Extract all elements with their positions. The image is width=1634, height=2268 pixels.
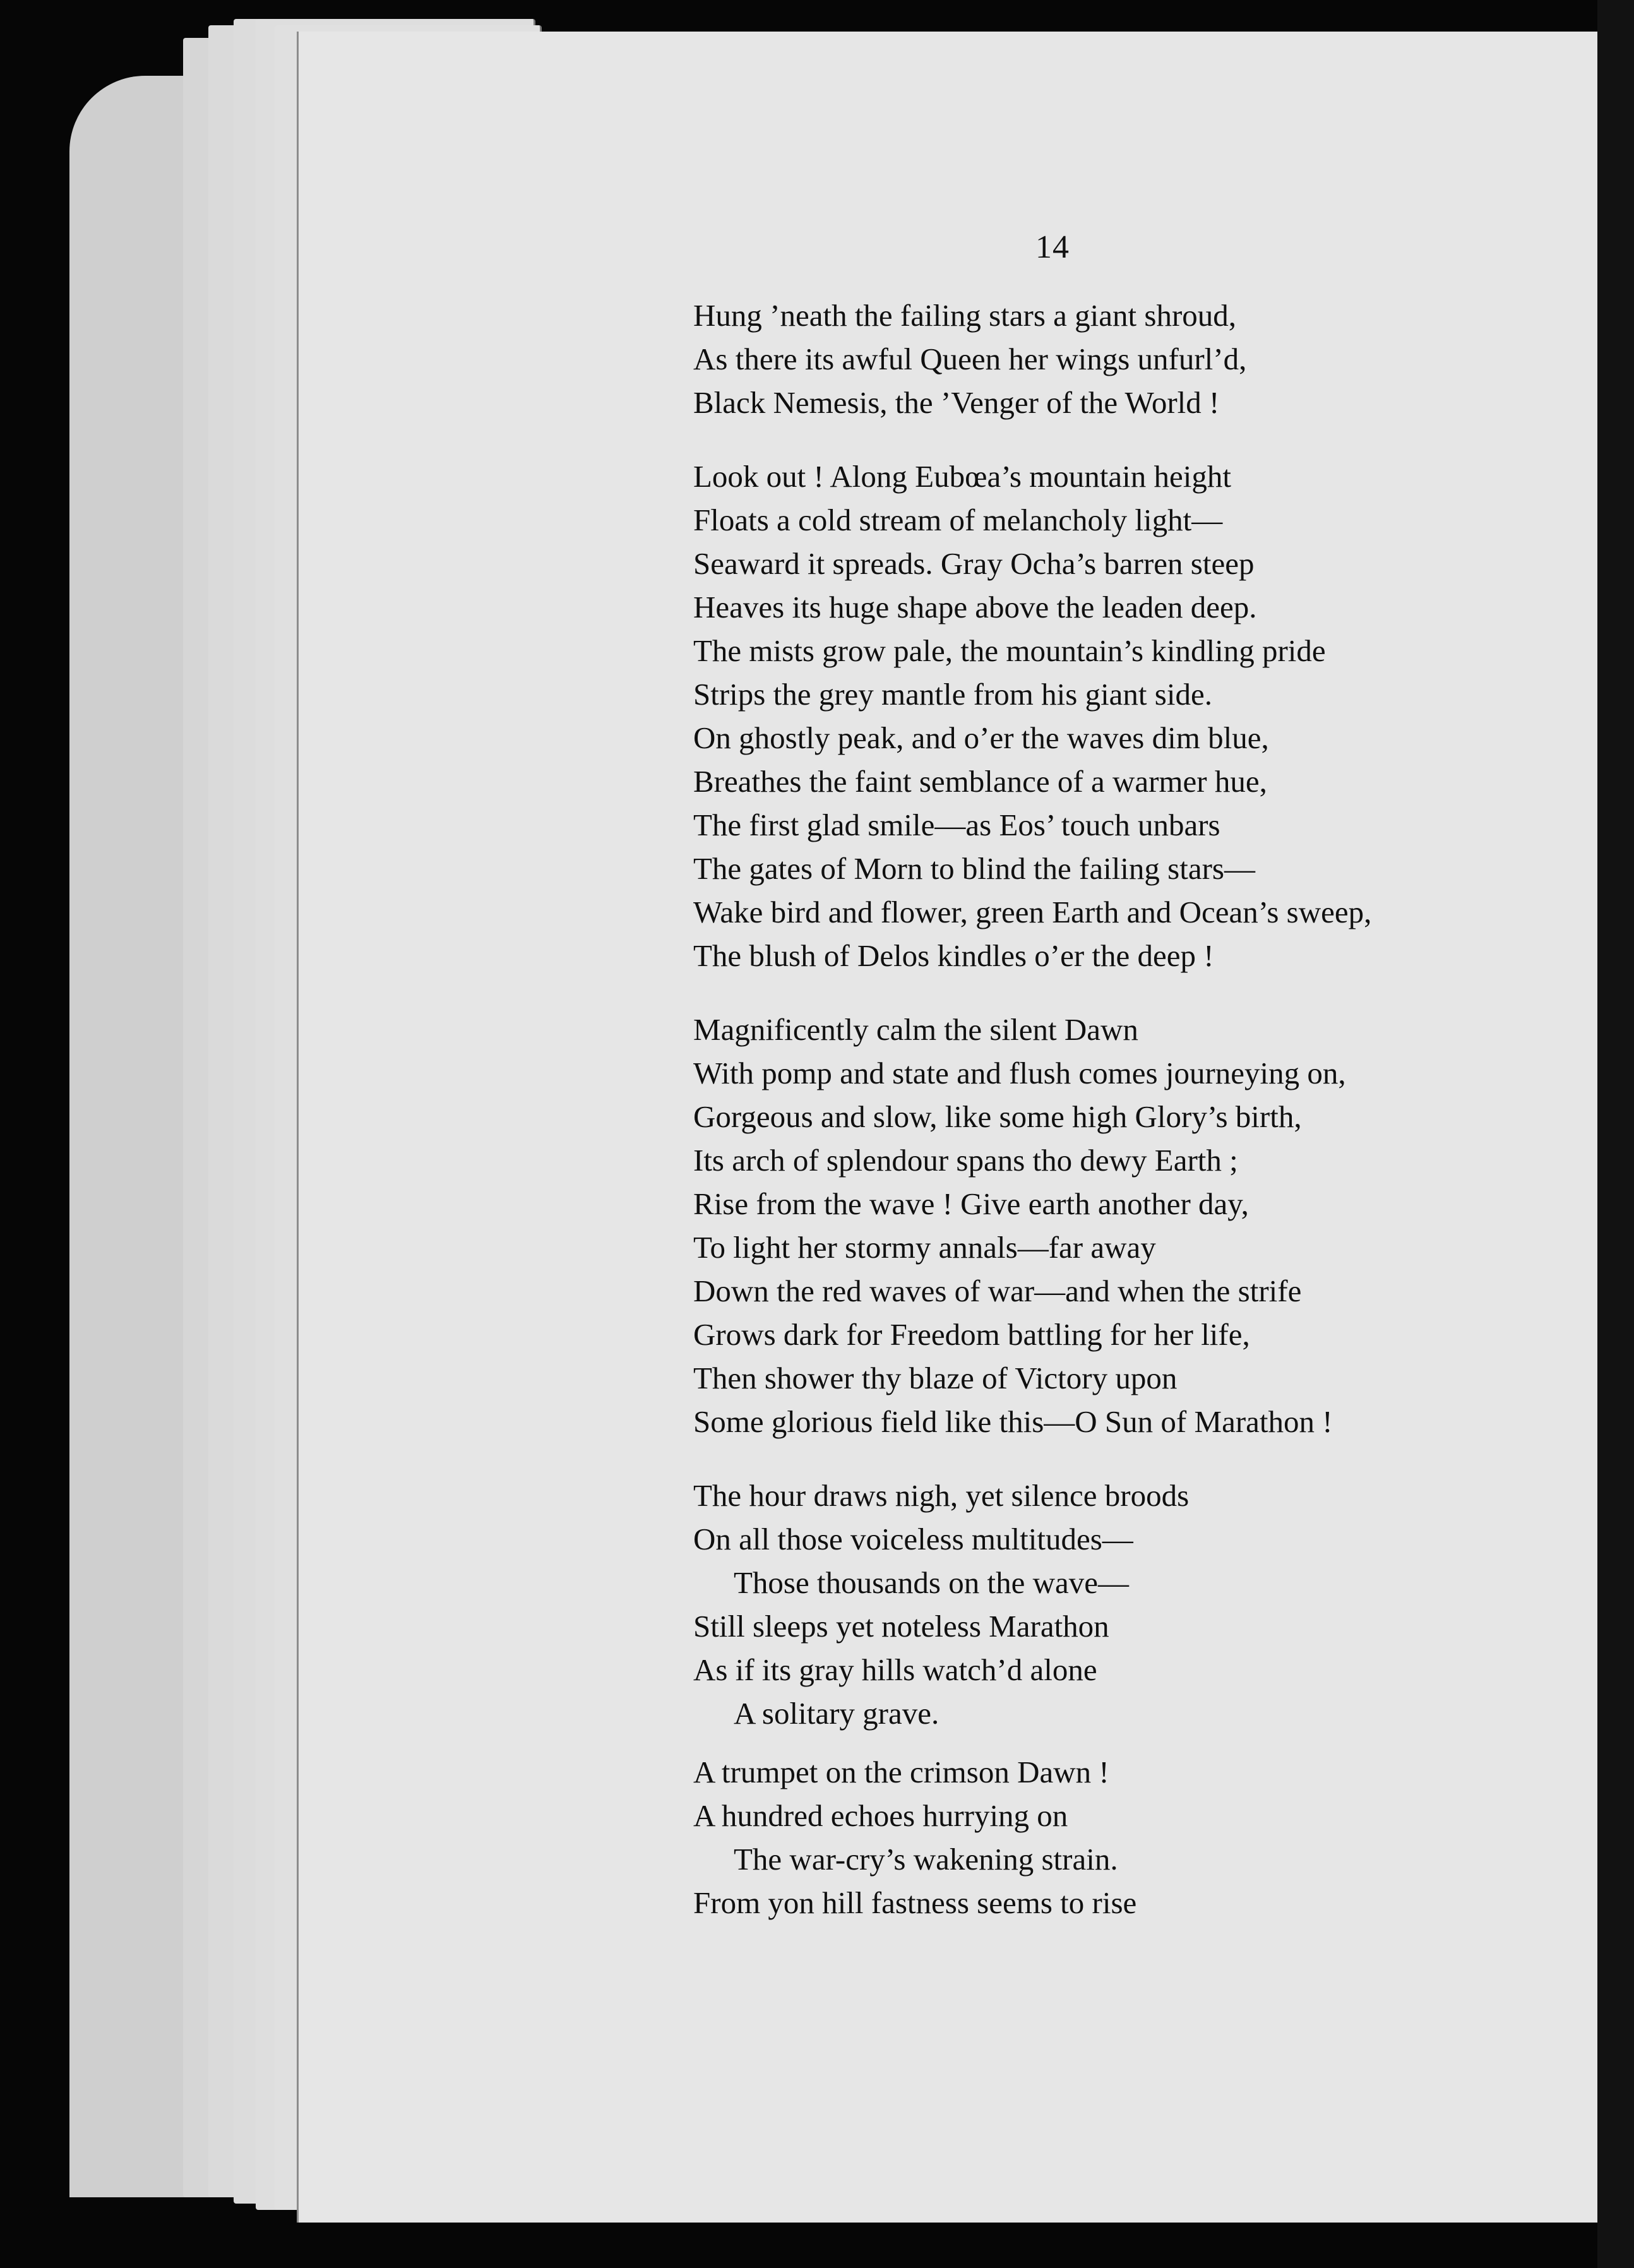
poem-line: Black Nemesis, the ’Venger of the World ! [693,385,1220,420]
poem-line: Seaward it spreads. Gray Ocha’s barren steep [693,546,1255,581]
poem-line: Those thousands on the wave— [734,1565,1129,1600]
page-number: 14 [1035,229,1070,265]
poem-line: As if its gray hills watch’d alone [693,1652,1097,1687]
poem-line: Grows dark for Freedom battling for her life, [693,1317,1250,1352]
poem-line: The hour draws nigh, yet silence broods [693,1478,1190,1513]
poem-line: To light her stormy annals—far away [693,1230,1156,1265]
poem-line: Still sleeps yet noteless Marathon [693,1609,1109,1644]
poem-line: Look out ! Along Eubœa’s mountain height [693,459,1231,494]
poem-line: Its arch of splendour spans tho dewy Earth ; [693,1143,1238,1178]
scan-border [1597,0,1634,2268]
poem-line: Heaves its huge shape above the leaden deep. [693,590,1257,624]
poem-line: Strips the grey mantle from his giant side. [693,677,1212,712]
poem-line: As there its awful Queen her wings unfurl’d, [693,342,1247,376]
poem-line: A hundred echoes hurrying on [693,1798,1068,1833]
poem-line: Down the red waves of war—and when the strife [693,1274,1302,1308]
poem-line: On ghostly peak, and o’er the waves dim blue, [693,720,1269,755]
stanza [693,1474,1590,1735]
poem-line: From yon hill fastness seems to rise [693,1885,1137,1920]
poem-line: The first glad smile—as Eos’ touch unbars [693,808,1220,842]
poem-line: Floats a cold stream of melancholy light— [693,503,1223,537]
poem-line: The gates of Morn to blind the failing stars— [693,851,1255,886]
poem-line: The mists grow pale, the mountain’s kindling pride [693,633,1326,668]
poem-line: Rise from the wave ! Give earth another day, [693,1186,1249,1221]
poem-line: A solitary grave. [734,1696,939,1731]
poem-line: Hung ’neath the failing stars a giant shroud, [693,298,1237,333]
stanza [693,294,1590,424]
stanza [693,455,1590,977]
stanza [693,1008,1590,1443]
poem-line: The war-cry’s wakening strain. [734,1842,1118,1877]
poem-line: Gorgeous and slow, like some high Glory’s birth, [693,1099,1302,1134]
stanza [693,1750,1590,1925]
poem-line: Then shower thy blaze of Victory upon [693,1361,1178,1395]
poem-line: The blush of Delos kindles o’er the deep ! [693,938,1214,973]
poem-line: Some glorious field like this—O Sun of Marathon ! [693,1404,1333,1439]
poem-text [693,294,1590,1955]
poem-line: On all those voiceless multitudes— [693,1522,1133,1556]
poem-line: Wake bird and flower, green Earth and Ocean’s sweep, [693,895,1372,929]
poem-line: Breathes the faint semblance of a warmer hue, [693,764,1267,799]
poem-line: With pomp and state and flush comes journeying on, [693,1056,1346,1090]
poem-line: Magnificently calm the silent Dawn [693,1012,1138,1047]
poem-line: A trumpet on the crimson Dawn ! [693,1755,1109,1789]
